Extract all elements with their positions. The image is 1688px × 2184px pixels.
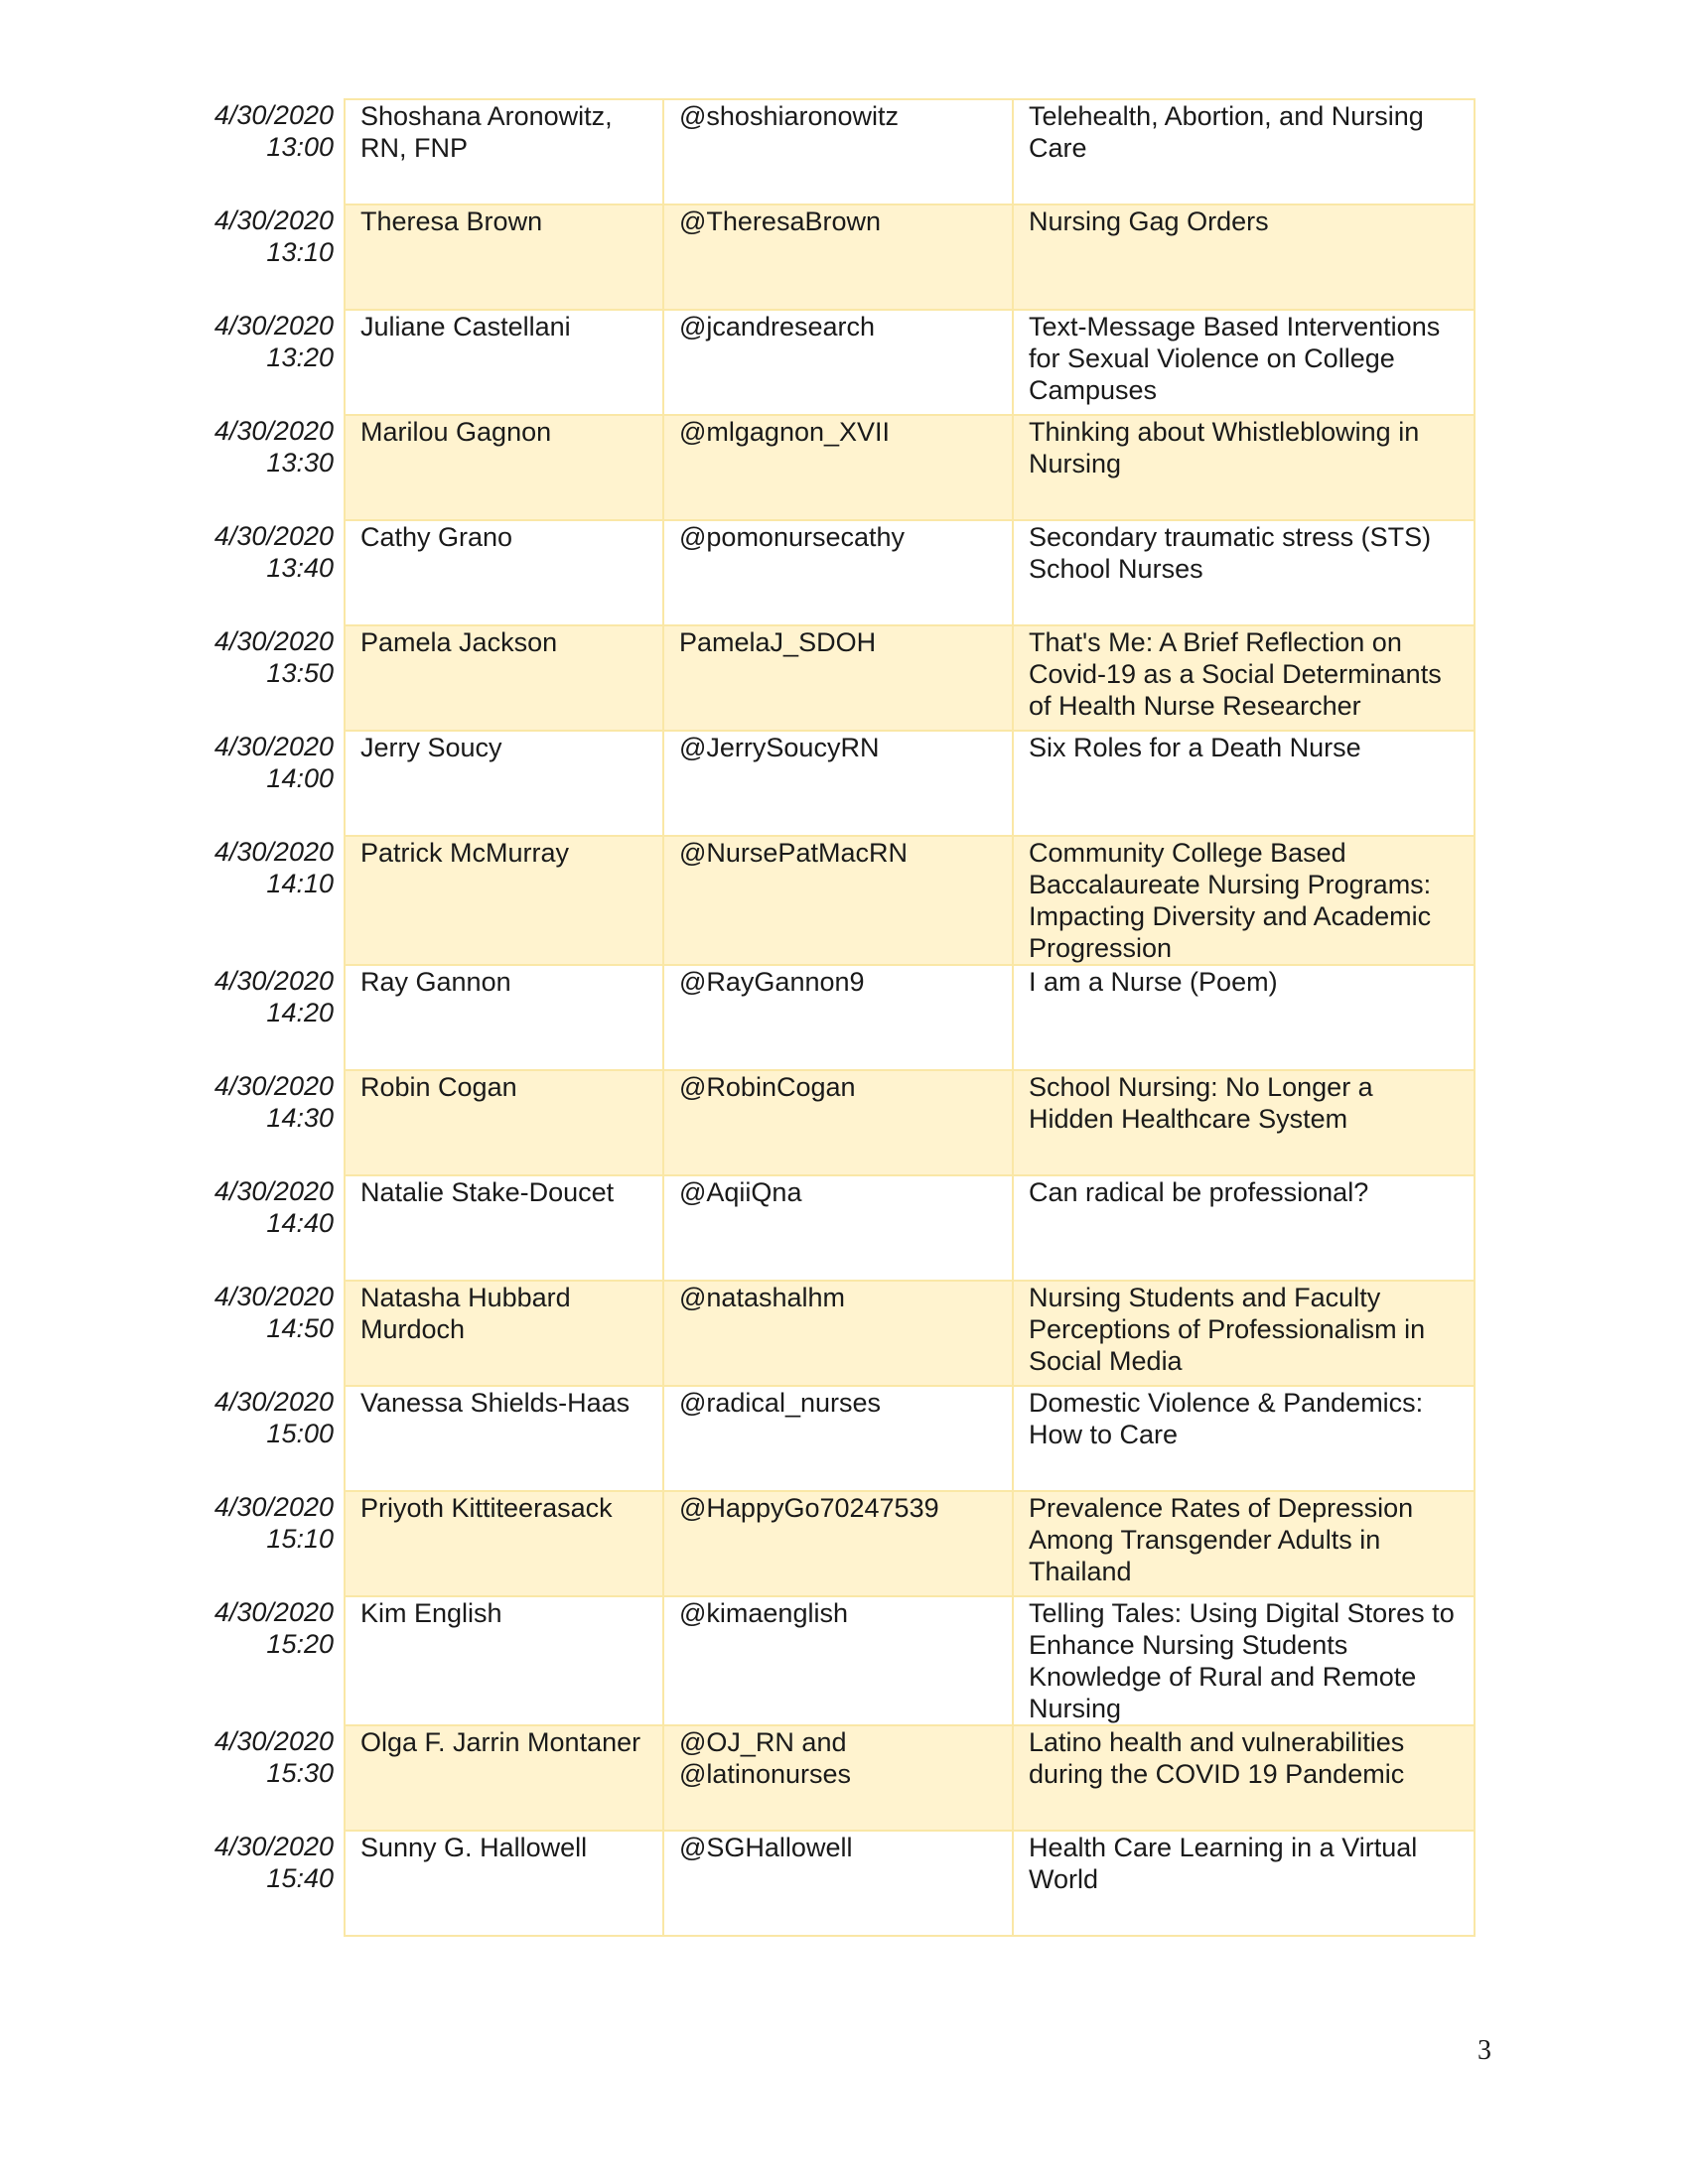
talk-topic: Telling Tales: Using Digital Stores to Enhance Nursing Students Knowledge of Rural and Remote Nursing [1029, 1598, 1455, 1723]
handle-cell [663, 1596, 1013, 1725]
handle-cell [663, 415, 1013, 520]
presenter-name: Vanessa Shields-Haas [360, 1388, 631, 1418]
presenter-name: Shoshana Aronowitz, RN, FNP [360, 101, 613, 163]
topic-cell [1013, 1070, 1475, 1175]
twitter-handle: @SGHallowell [679, 1833, 853, 1862]
date-text: 4/30/2020 [213, 521, 334, 551]
time-text: 13:50 [266, 658, 334, 688]
presenter-name: Priyoth Kittiteerasack [360, 1493, 613, 1523]
time-text: 14:40 [266, 1208, 334, 1238]
table-row [204, 205, 1475, 310]
handle-cell [663, 520, 1013, 625]
date-text: 4/30/2020 [213, 966, 334, 996]
table-row [204, 731, 1475, 836]
time-cell [204, 520, 345, 625]
twitter-handle: @radical_nurses [679, 1388, 882, 1418]
time-text: 15:20 [266, 1629, 334, 1659]
time-cell [204, 99, 345, 205]
talk-topic: Nursing Students and Faculty Perceptions of Professionalism in Social Media [1029, 1283, 1426, 1376]
time-cell [204, 1386, 345, 1491]
name-cell [345, 1070, 663, 1175]
time-text: 15:40 [266, 1863, 334, 1893]
table-row [204, 1725, 1475, 1831]
topic-cell [1013, 625, 1475, 731]
date-text: 4/30/2020 [213, 100, 334, 130]
topic-cell [1013, 415, 1475, 520]
time-text: 15:10 [266, 1524, 334, 1554]
topic-cell [1013, 1175, 1475, 1281]
topic-cell [1013, 1281, 1475, 1386]
name-cell [345, 1175, 663, 1281]
table-row [204, 1596, 1475, 1725]
twitter-handle: @jcandresearch [679, 312, 876, 341]
presenter-name: Marilou Gagnon [360, 417, 552, 447]
talk-topic: Community College Based Baccalaureate Nursing Programs: Impacting Diversity and Academic Progression [1029, 838, 1432, 963]
table-row [204, 1386, 1475, 1491]
handle-cell [663, 1831, 1013, 1936]
time-cell [204, 1596, 345, 1725]
topic-cell [1013, 1386, 1475, 1491]
name-cell [345, 731, 663, 836]
time-cell [204, 205, 345, 310]
date-text: 4/30/2020 [213, 205, 334, 235]
time-text: 13:10 [266, 237, 334, 267]
twitter-handle: @NursePatMacRN [679, 838, 908, 868]
date-text: 4/30/2020 [213, 732, 334, 761]
twitter-handle: @mlgagnon_XVII [679, 417, 891, 447]
presenter-name: Natalie Stake-Doucet [360, 1177, 615, 1207]
time-text: 14:50 [266, 1313, 334, 1343]
table-row [204, 1831, 1475, 1936]
handle-cell [663, 836, 1013, 965]
date-text: 4/30/2020 [213, 1492, 334, 1522]
presenter-name: Robin Cogan [360, 1072, 517, 1102]
presenter-name: Jerry Soucy [360, 733, 502, 762]
topic-cell [1013, 310, 1475, 415]
talk-topic: Domestic Violence & Pandemics: How to Care [1029, 1388, 1424, 1449]
twitter-handle: @RayGannon9 [679, 967, 865, 997]
talk-topic: I am a Nurse (Poem) [1029, 967, 1278, 997]
twitter-handle: @natashalhm [679, 1283, 845, 1312]
table-row [204, 1175, 1475, 1281]
time-cell [204, 1831, 345, 1936]
twitter-handle: @shoshiaronowitz [679, 101, 900, 131]
time-cell [204, 731, 345, 836]
time-cell [204, 625, 345, 731]
table-row [204, 520, 1475, 625]
talk-topic: Prevalence Rates of Depression Among Transgender Adults in Thailand [1029, 1493, 1414, 1586]
topic-cell [1013, 836, 1475, 965]
name-cell [345, 1491, 663, 1596]
talk-topic: That's Me: A Brief Reflection on Covid-19 as a Social Determinants of Health Nurse Researcher [1029, 627, 1442, 721]
topic-cell [1013, 1831, 1475, 1936]
handle-cell [663, 1281, 1013, 1386]
date-text: 4/30/2020 [213, 416, 334, 446]
table-row [204, 310, 1475, 415]
name-cell [345, 1725, 663, 1831]
time-cell [204, 1175, 345, 1281]
name-cell [345, 1281, 663, 1386]
page-number: 3 [1477, 2035, 1491, 2066]
time-cell [204, 310, 345, 415]
name-cell [345, 520, 663, 625]
time-text: 15:00 [266, 1419, 334, 1448]
talk-topic: Health Care Learning in a Virtual World [1029, 1833, 1418, 1894]
talk-topic: Text-Message Based Interventions for Sexual Violence on College Campuses [1029, 312, 1441, 405]
twitter-handle: @TheresaBrown [679, 206, 881, 236]
twitter-handle: PamelaJ_SDOH [679, 627, 877, 657]
name-cell [345, 965, 663, 1070]
talk-topic: Telehealth, Abortion, and Nursing Care [1029, 101, 1424, 163]
time-text: 13:30 [266, 448, 334, 478]
date-text: 4/30/2020 [213, 1726, 334, 1756]
presenter-name: Theresa Brown [360, 206, 543, 236]
time-text: 13:40 [266, 553, 334, 583]
topic-cell [1013, 1491, 1475, 1596]
presenter-name: Natasha Hubbard Murdoch [360, 1283, 571, 1344]
time-cell [204, 1281, 345, 1386]
twitter-handle: @RobinCogan [679, 1072, 856, 1102]
table-row [204, 836, 1475, 965]
table-row [204, 1281, 1475, 1386]
talk-topic: Six Roles for a Death Nurse [1029, 733, 1361, 762]
twitter-handle: @AqiiQna [679, 1177, 802, 1207]
twitter-handle: @OJ_RN and @latinonurses [679, 1727, 851, 1789]
name-cell [345, 836, 663, 965]
time-text: 15:30 [266, 1758, 334, 1788]
presenter-name: Ray Gannon [360, 967, 511, 997]
twitter-handle: @JerrySoucyRN [679, 733, 880, 762]
time-cell [204, 1725, 345, 1831]
talk-topic: Secondary traumatic stress (STS) School Nurses [1029, 522, 1432, 584]
topic-cell [1013, 965, 1475, 1070]
handle-cell [663, 965, 1013, 1070]
presenter-name: Olga F. Jarrin Montaner [360, 1727, 641, 1757]
name-cell [345, 1596, 663, 1725]
talk-topic: Thinking about Whistleblowing in Nursing [1029, 417, 1420, 478]
talk-topic: Can radical be professional? [1029, 1177, 1369, 1207]
name-cell [345, 1386, 663, 1491]
schedule-table [204, 98, 1476, 1937]
name-cell [345, 625, 663, 731]
twitter-handle: @kimaenglish [679, 1598, 848, 1628]
presenter-name: Cathy Grano [360, 522, 513, 552]
handle-cell [663, 99, 1013, 205]
date-text: 4/30/2020 [213, 1176, 334, 1206]
name-cell [345, 1831, 663, 1936]
name-cell [345, 415, 663, 520]
presenter-name: Kim English [360, 1598, 502, 1628]
handle-cell [663, 625, 1013, 731]
handle-cell [663, 1175, 1013, 1281]
presenter-name: Pamela Jackson [360, 627, 558, 657]
table-row [204, 415, 1475, 520]
topic-cell [1013, 520, 1475, 625]
time-cell [204, 415, 345, 520]
date-text: 4/30/2020 [213, 626, 334, 656]
handle-cell [663, 310, 1013, 415]
date-text: 4/30/2020 [213, 1597, 334, 1627]
presenter-name: Juliane Castellani [360, 312, 571, 341]
topic-cell [1013, 205, 1475, 310]
time-cell [204, 1070, 345, 1175]
topic-cell [1013, 1725, 1475, 1831]
time-text: 14:10 [266, 869, 334, 898]
table-row [204, 965, 1475, 1070]
presenter-name: Patrick McMurray [360, 838, 570, 868]
handle-cell [663, 731, 1013, 836]
talk-topic: Latino health and vulnerabilities during the COVID 19 Pandemic [1029, 1727, 1405, 1789]
time-cell [204, 1491, 345, 1596]
topic-cell [1013, 1596, 1475, 1725]
presenter-name: Sunny G. Hallowell [360, 1833, 588, 1862]
date-text: 4/30/2020 [213, 1387, 334, 1417]
date-text: 4/30/2020 [213, 1282, 334, 1311]
handle-cell [663, 205, 1013, 310]
handle-cell [663, 1386, 1013, 1491]
name-cell [345, 205, 663, 310]
handle-cell [663, 1725, 1013, 1831]
name-cell [345, 99, 663, 205]
time-text: 14:30 [266, 1103, 334, 1133]
handle-cell [663, 1491, 1013, 1596]
time-cell [204, 965, 345, 1070]
topic-cell [1013, 731, 1475, 836]
twitter-handle: @pomonursecathy [679, 522, 906, 552]
time-text: 14:00 [266, 763, 334, 793]
date-text: 4/30/2020 [213, 311, 334, 341]
handle-cell [663, 1070, 1013, 1175]
topic-cell [1013, 99, 1475, 205]
time-cell [204, 836, 345, 965]
date-text: 4/30/2020 [213, 1832, 334, 1861]
table-row [204, 1491, 1475, 1596]
table-row [204, 625, 1475, 731]
time-text: 13:00 [266, 132, 334, 162]
time-text: 14:20 [266, 998, 334, 1027]
date-text: 4/30/2020 [213, 1071, 334, 1101]
talk-topic: Nursing Gag Orders [1029, 206, 1269, 236]
table-row [204, 1070, 1475, 1175]
name-cell [345, 310, 663, 415]
time-text: 13:20 [266, 342, 334, 372]
date-text: 4/30/2020 [213, 837, 334, 867]
twitter-handle: @HappyGo70247539 [679, 1493, 939, 1523]
table-row [204, 99, 1475, 205]
talk-topic: School Nursing: No Longer a Hidden Healthcare System [1029, 1072, 1373, 1134]
